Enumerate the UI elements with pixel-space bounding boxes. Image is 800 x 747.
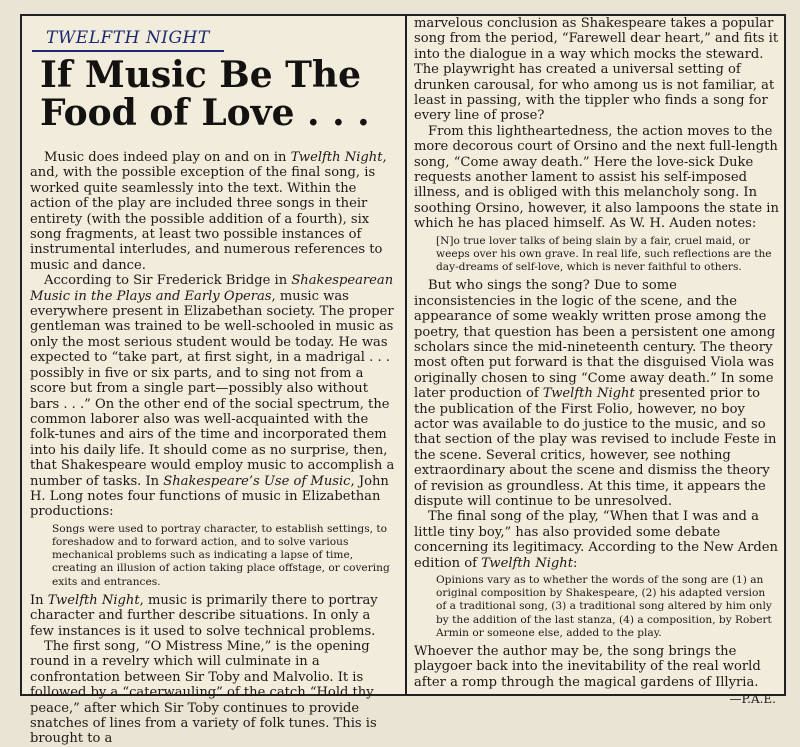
paragraph: Music does indeed play on and on in Twelfth Night, and, with the possible exception of the final song, is worked quite seamlessly into the text. Within the action of the play are included three songs in their entirety (with the possible addition of a fourth), six song fragments, at least two possible instances of instrumental interludes, and numerous references to music and dance. [30,150,387,273]
section-kicker: TWELFTH NIGHT [32,28,224,52]
block-quote: [N]o true lover talks of being slain by a fair, cruel maid, or weeps over his own grave. In real life, such reflections are the day-dreams of self-love, which is never faithful to others. [436,234,772,274]
paragraph: marvelous conclusion as Shakespeare takes a popular song from the period, “Farewell dear heart,” and fits it into the dialogue in a way which mocks the steward. The playwright has created a universal setting of drunken carousal, for who among us is not familiar, at least in passing, with the tippler who finds a song for every line of prose? [414,16,779,124]
paragraph: But who sings the song? Due to some inconsistencies in the logic of the scene, and the appearance of some weakly written prose among the poetry, that question has been a persistent one among scholars since the mid-nineteenth century. The theory most often put forward is that the disguised Viola was originally chosen to sing “Come away death.” In some later production of Twelfth Night presented prior to the publication of the First Folio, however, no boy actor was available to do justice to the music, and so that section of the play was revised to include Feste in the scene. Several critics, however, see nothing extraordinary about the scene and dismiss the theory of revision as groundless. At this time, it appears the dispute will continue to be unresolved. [414,278,777,509]
headline-line-1: If Music Be The [40,54,362,96]
paragraph: In Twelfth Night, music is primarily there to portray character and further describe situations. In only a few instances is it used to solve technical problems. [30,592,378,639]
left-column [30,24,398,747]
author-signature: —P.A.E. [729,692,776,707]
paragraph: The first song, “O Mistress Mine,” is the opening round in a revelry which will culminate in a confrontation between Sir Toby and Malvolio. It is followed by a “caterwauling” of the catch “Hold thy peace,” after which Sir Toby continues to provide snatches of lines from a variety of folk tunes. This is brought to a [30,638,377,747]
block-quote: Opinions vary as to whether the words of the song are (1) an original composition by Shakespeare, (2) his adapted version of a traditional song, (3) a traditional song altered by him only by the addition of the last stanza, (4) a composition, by Robert Armin or someone else, added to the play. [436,574,772,639]
column-divider [405,14,407,696]
article-headline [40,56,398,132]
block-quote: Songs were used to portray character, to establish settings, to foreshadow and to forward action, and to solve various mechanical problems such as indicating a lapse of time, creating an illusion of action taking place offstage, or covering exits and entrances. [52,522,390,588]
right-column [414,16,780,707]
headline-line-2: Food of Love . . . [40,92,370,134]
paragraph: From this lightheartedness, the action moves to the more decorous court of Orsino and the next full-length song, “Come away death.” Here the love-sick Duke requests another lament to assist his self-imposed illness, and is obliged with this melancholy song. In soothing Orsino, however, it also lampoons the state in which he has placed himself. As W. H. Auden notes: [414,123,779,232]
paragraph: According to Sir Frederick Bridge in Shakespearean Music in the Plays and Early Operas, music was everywhere present in Elizabethan society. The proper gentleman was trained to be well-schooled in music as only the most serious student would be today. He was expected to “take part, at first sight, in a madrigal . . . possibly in five or six parts, and to sing not from a score but from a single part—possibly also without bars . . .” On the other end of the social spectrum, the common laborer also was well-acquainted with the folk-tunes and airs of the time and incorporated them into his daily life. It should come as no surprise, then, that Shakespeare would employ music to accomplish a number of tasks. In Shakespeare’s Use of Music, John H. Long notes four functions of music in Elizabethan productions: [30,273,395,520]
paragraph: The final song of the play, “When that I was and a little tiny boy,” has also provided some debate concerning its legitimacy. According to the New Arden edition of Twelfth Night: [414,509,778,571]
paragraph: Whoever the author may be, the song brings the playgoer back into the inevitability of the real world after a romp through the magical gardens of Illyria. [414,644,761,690]
